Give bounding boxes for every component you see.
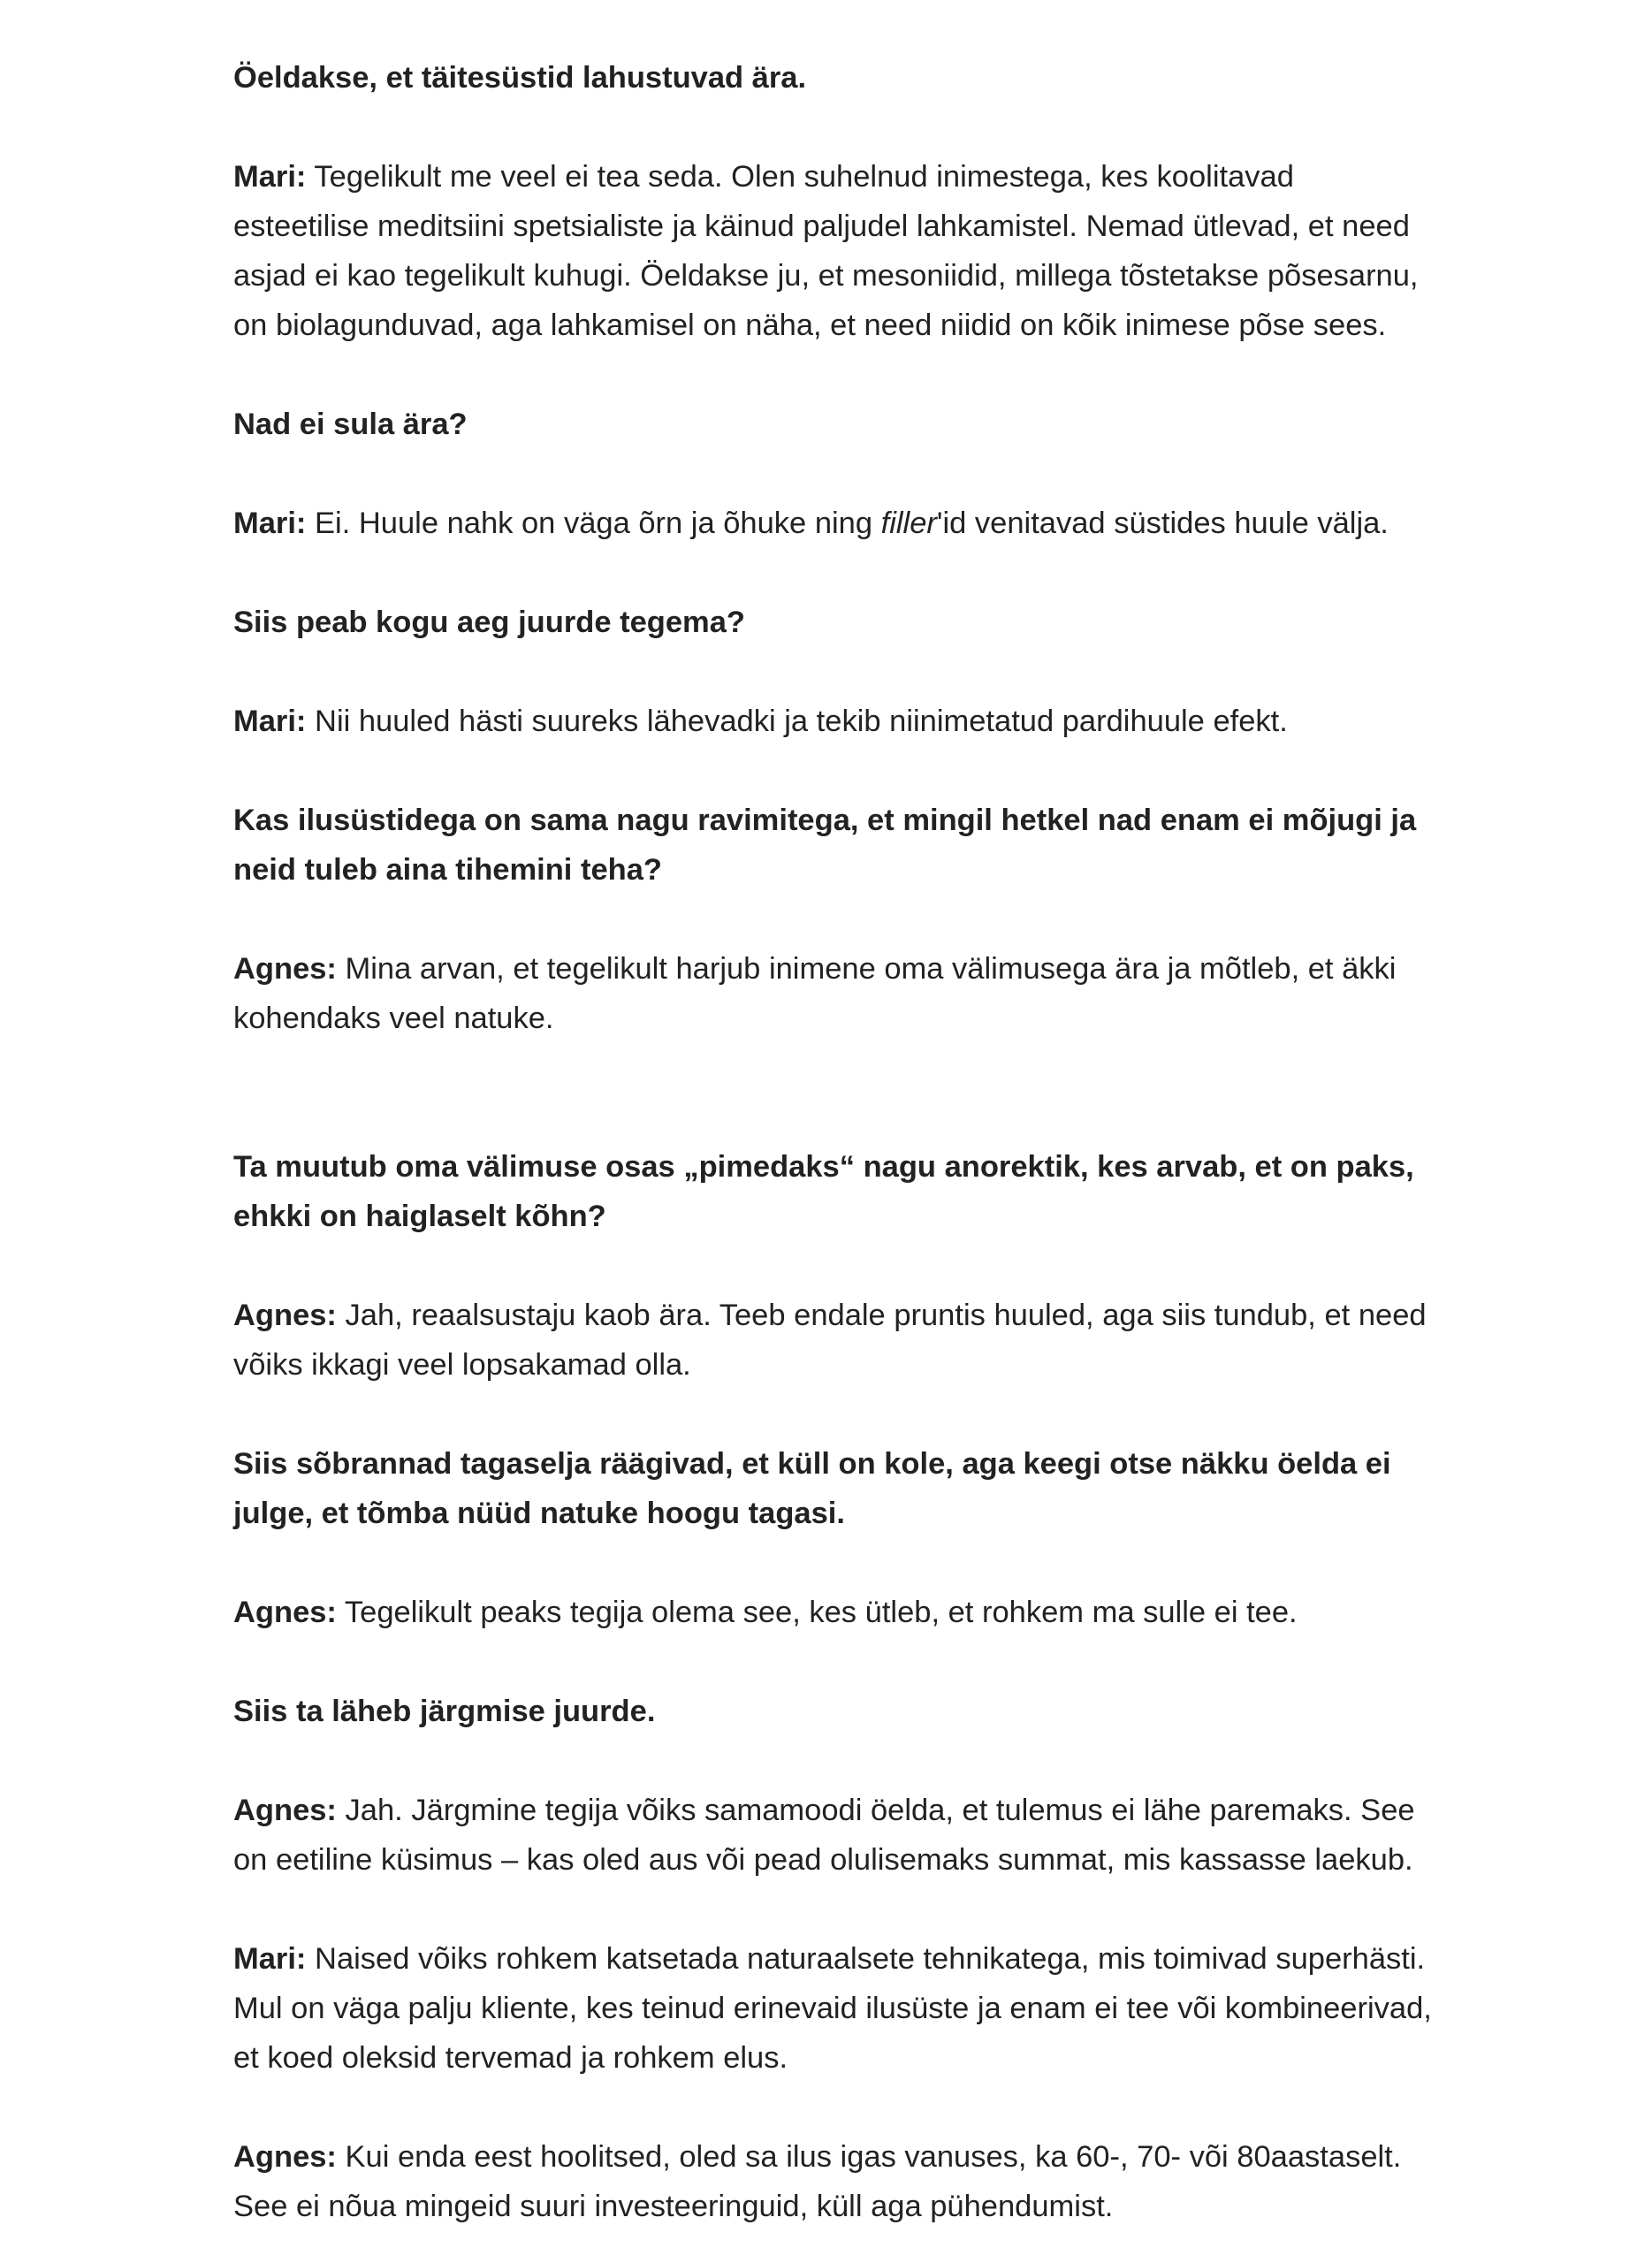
question-paragraph: Siis sõbrannad tagaselja räägivad, et küll on kole, aga keegi otse näkku öelda ei julge, et tõmba nüüd natuke hoogu tagasi. — [233, 1447, 1391, 1530]
article-body — [233, 53, 1435, 2231]
answer-paragraph — [233, 1786, 1435, 1885]
question-paragraph: Kas ilusüstidega on sama nagu ravimitega, et mingil hetkel nad enam ei mõjugi ja neid tuleb aina tihemini teha? — [233, 804, 1417, 887]
answer-text: Tegelikult peaks tegija olema see, kes ütleb, et rohkem ma sulle ei tee. — [336, 1596, 1298, 1629]
question-paragraph: Ta muutub oma välimuse osas „pimedaks“ nagu anorektik, kes arvab, et on paks, ehkki on haiglaselt kõhn? — [233, 1150, 1414, 1233]
speaker-name: Agnes: — [233, 1794, 337, 1827]
answer-text: Naised võiks rohkem katsetada naturaalsete tehnikatega, mis toimivad superhästi. Mul on väga palju kliente, kes teinud erinevaid ilusüste ja enam ei tee või kombineerivad, et koed oleksid tervemad ja rohkem elus. — [233, 1942, 1432, 2075]
answer-paragraph — [233, 499, 1435, 548]
answer-text: Nii huuled hästi suureks lähevadki ja tekib niinimetatud pardihuule efekt. — [306, 705, 1288, 738]
answer-text: Jah, reaalsustaju kaob ära. Teeb endale pruntis huuled, aga siis tundub, et need võiks ikkagi veel lopsakamad olla. — [233, 1299, 1427, 1382]
speaker-name: Mari: — [233, 160, 307, 194]
answer-text: Tegelikult me veel ei tea seda. Olen suhelnud inimestega, kes koolitavad esteetilise meditsiini spetsialiste ja käinud paljudel lahkamistel. Nemad ütlevad, et need asjad ei kao tegelikult kuhugi. Öeldakse ju, et mesoniidid, millega tõstetakse põsesarnu, on biolagunduvad, aga lahkamisel on näha, et need niidid on kõik inimese põse sees. — [233, 160, 1419, 342]
answer-paragraph — [233, 152, 1435, 350]
speaker-name: Agnes: — [233, 1596, 337, 1629]
speaker-name: Mari: — [233, 507, 307, 540]
answer-text: 'id venitavad süstides huule välja. — [936, 507, 1389, 540]
answer-text: Mina arvan, et tegelikult harjub inimene oma välimusega ära ja mõtleb, et äkki kohendaks veel natuke. — [233, 952, 1397, 1035]
answer-text: Kui enda eest hoolitsed, oled sa ilus igas vanuses, ka 60-, 70- või 80aastaselt. See ei nõua mingeid suuri investeeringuid, küll aga pühendumist. — [233, 2140, 1402, 2223]
speaker-name: Agnes: — [233, 1299, 337, 1332]
answer-paragraph — [233, 944, 1435, 1043]
speaker-name: Mari: — [233, 1942, 307, 1976]
question-paragraph: Nad ei sula ära? — [233, 408, 468, 441]
question-paragraph: Öeldakse, et täitesüstid lahustuvad ära. — [233, 61, 807, 95]
answer-paragraph — [233, 697, 1435, 746]
question-paragraph: Siis ta läheb järgmise juurde. — [233, 1695, 656, 1728]
speaker-name: Mari: — [233, 705, 307, 738]
answer-text: Jah. Järgmine tegija võiks samamoodi öelda, et tulemus ei lähe paremaks. See on eetiline küsimus – kas oled aus või pead olulisemaks summat, mis kassasse laekub. — [233, 1794, 1415, 1877]
answer-paragraph — [233, 1588, 1435, 1637]
answer-paragraph — [233, 1934, 1435, 2083]
question-paragraph: Siis peab kogu aeg juurde tegema? — [233, 606, 745, 639]
answer-paragraph — [233, 1291, 1435, 1390]
speaker-name: Agnes: — [233, 952, 337, 986]
italic-term: filler — [880, 507, 937, 540]
answer-text: Ei. Huule nahk on väga õrn ja õhuke ning — [306, 507, 881, 540]
speaker-name: Agnes: — [233, 2140, 337, 2174]
answer-paragraph — [233, 2132, 1435, 2231]
